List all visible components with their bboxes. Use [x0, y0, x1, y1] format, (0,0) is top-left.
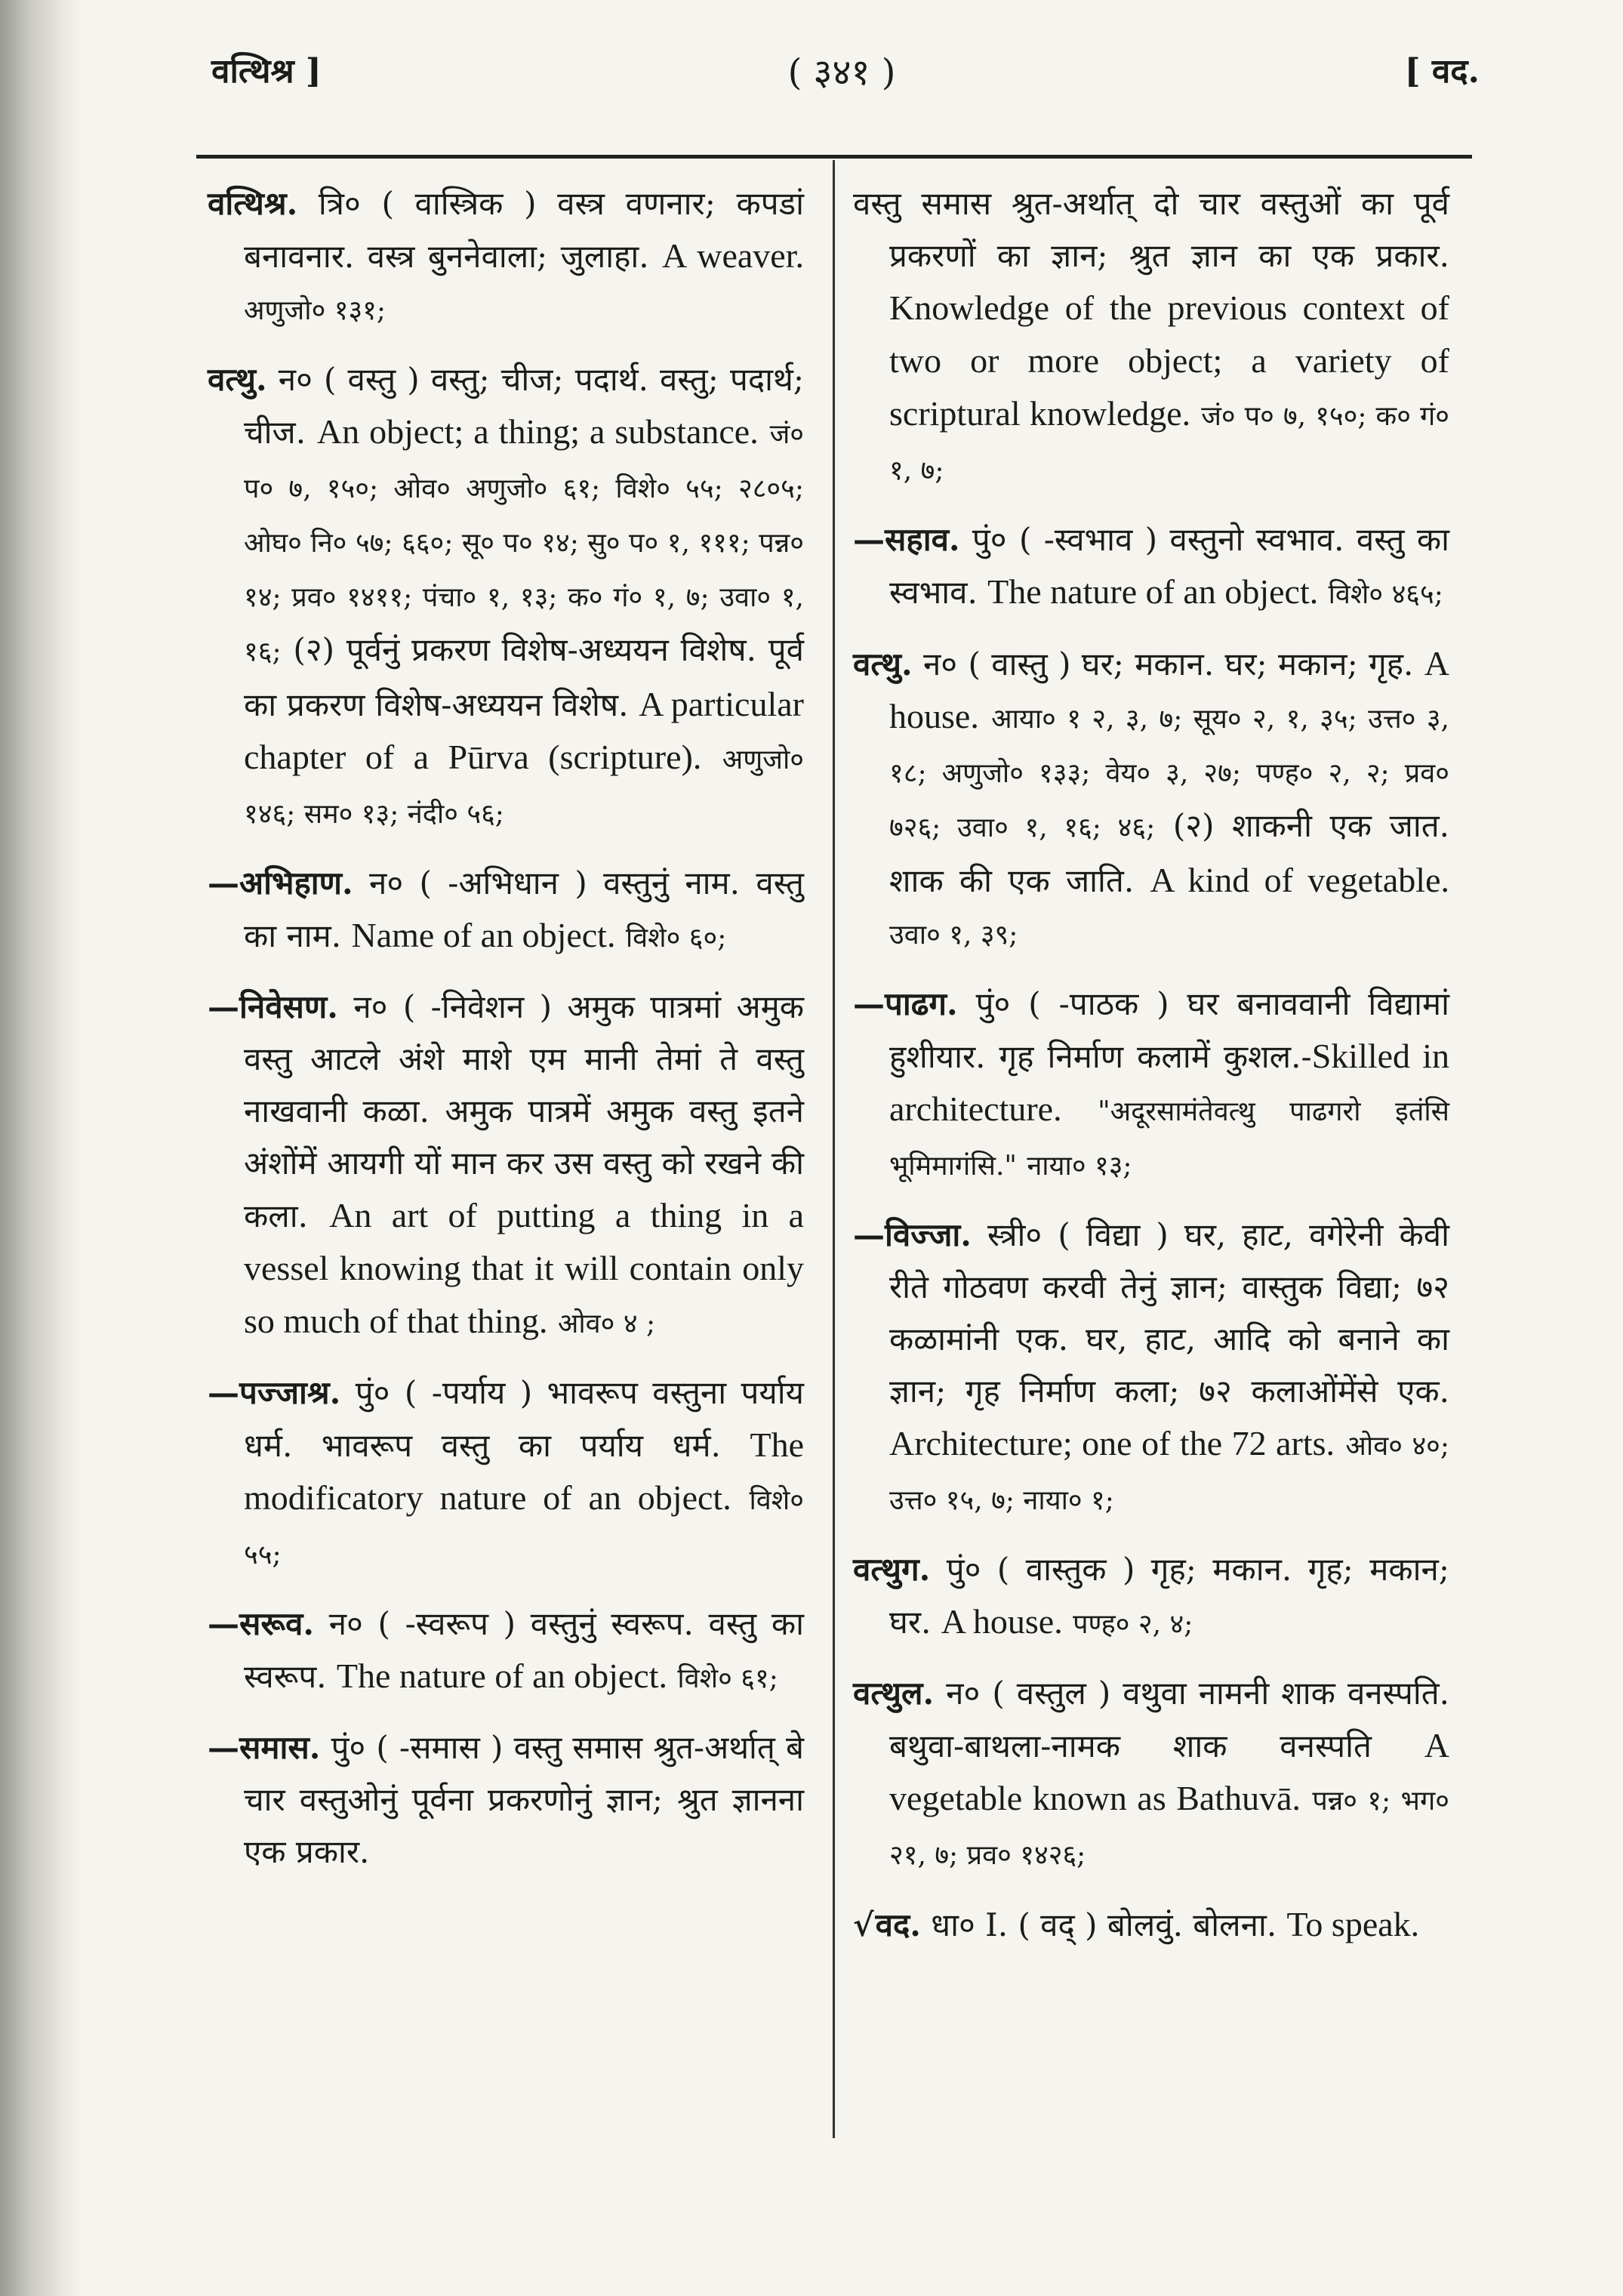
english-gloss-sense-2: A particular chapter of a Pūrva (scripture).	[244, 685, 804, 776]
headword: —पज्जाश्र.	[208, 1374, 341, 1411]
headword: वत्थु.	[853, 646, 913, 683]
definition: त्रि० ( वास्त्रिक ) वस्त्र वणनार; कपडां बनावनार. वस्त्र बुननेवाला; जुलाहा.	[244, 185, 805, 275]
citations: आया० १ २, ३, ७; सूय० २, १, ३५; उत्त० ३, १८; अणुजो० १३३; वेय० ३, २७; पण्ह० २, २; प्रव० ७२६; उवा० १, १६; ४६;	[889, 704, 1449, 843]
english-gloss: Name of an object.	[351, 916, 616, 954]
headword: वत्थुल.	[853, 1675, 935, 1712]
headword: वत्थिश्र.	[208, 185, 298, 222]
headword: —सहाव.	[853, 521, 960, 558]
definition: पुं० ( -पाठक ) घर बनाववानी विद्यामां हुशीयार. गृह निर्माण कलामें कुशल.-	[889, 985, 1449, 1075]
definition-sense-2: (२) पूर्वनुं प्रकरण विशेष-अध्ययन विशेष. पूर्व का प्रकरण विशेष-अध्ययन विशेष.	[244, 631, 805, 723]
citations: जं० प० ७, १५०; ओव० अणुजो० ६१; विशे० ५५; २८०५; ओघ० नि० ५७; ६६०; सू० प० १४; सु० प० १, १११; पन्न० १४; प्रव० १४११; पंचा० १, १३; क० गं० १, ७; उवा० १, १६;	[244, 419, 805, 667]
english-gloss: An art of putting a thing in a vessel knowing that it will contain only so much of that thing.	[244, 1196, 804, 1340]
definition: स्त्री० ( विद्या ) घर, हाट, वगेरेनी केवी रीते गोठवण करवी तेनुं ज्ञान; वास्तुक विद्या; ७२ कळामांनी एक. घर, हाट, आदि को बनाने का ज्ञान; गृह निर्माण कला; ७२ कलाओंमेंसे एक.	[889, 1216, 1449, 1410]
definition: न० ( -अभिधान ) वस्तुनुं नाम. वस्तु का नाम.	[244, 864, 804, 954]
entry-vatthula	[853, 1667, 1449, 1881]
definition: न० ( -निवेशन ) अमुक पात्रमां अमुक वस्तु आटले अंशे माशे एम मानी तेमां ते वस्तु नाखवानी कळा. अमुक पात्रमें अमुक वस्तु इतने अंशोंमें आयगी यों मान कर उस वस्तु को रखने की कला.	[244, 988, 804, 1234]
entry-vatthu-object	[208, 353, 804, 840]
citations: नाया० १३;	[1027, 1151, 1132, 1182]
english-gloss: A house.	[889, 644, 1449, 735]
entry-vijja	[853, 1209, 1449, 1527]
english-gloss: Knowledge of the previous context of two or more object; a variety of scriptural knowledge.	[889, 288, 1449, 433]
english-gloss: Skilled in architecture.	[889, 1037, 1450, 1128]
book-spine-shadow	[0, 0, 83, 2296]
citations: पण्ह० २, ४;	[1073, 1609, 1193, 1640]
english-gloss: Architecture; one of the 72 arts.	[889, 1424, 1335, 1462]
headword: —अभिहाण.	[208, 864, 353, 901]
entry-abhihana	[208, 857, 804, 964]
entry-sahava	[853, 513, 1449, 621]
headword: —विज्जा.	[853, 1216, 972, 1253]
page-number: ( ३४१ )	[787, 51, 896, 94]
citations: पन्न० १; भग० २१, ७; प्रव० १४२६;	[889, 1786, 1449, 1871]
definition: पुं० ( -पर्याय ) भावरूप वस्तुना पर्याय धर्म. भावरूप वस्तु का पर्याय धर्म.	[244, 1374, 804, 1464]
entry-samasa-continued	[853, 177, 1449, 497]
citations-sense-2: उवा० १, ३९;	[889, 920, 1018, 951]
english-gloss: A vegetable known as Bathuvā.	[889, 1726, 1449, 1817]
citations: विशे० ५५;	[244, 1485, 805, 1570]
english-gloss: A house.	[941, 1602, 1063, 1641]
left-column	[208, 177, 804, 1894]
header-left-guide-word: वत्थिश्र ]	[211, 52, 322, 91]
entry-vatthu-house	[853, 637, 1449, 961]
headword: वद.	[875, 1906, 921, 1943]
entry-nivesana	[208, 981, 804, 1350]
citations: विशे० ६०;	[625, 923, 727, 954]
english-gloss: To speak.	[1286, 1905, 1420, 1943]
column-divider	[833, 160, 835, 2138]
citations: ओव० ४०; उत्त० १५, ७; नाया० १;	[889, 1431, 1450, 1516]
headword: —सरूव.	[208, 1605, 315, 1642]
entry-vada	[853, 1898, 1449, 1951]
root-mark: √	[853, 1906, 874, 1943]
headword: —समास.	[208, 1729, 321, 1766]
definition: पुं० ( वास्तुक ) गृह; मकान. गृह; मकान; घर.	[889, 1551, 1449, 1641]
entry-vatthia	[208, 177, 804, 337]
entry-saruva	[208, 1598, 804, 1705]
english-gloss: An object; a thing; a substance.	[316, 412, 759, 451]
definition: पुं० ( -समास ) वस्तु समास श्रुत-अर्थात् बे चार वस्तुओनुं पूर्वना प्रकरणोनुं ज्ञान; श्रुत ज्ञानना एक प्रकार.	[244, 1729, 804, 1870]
definition: धा० I. ( वद् ) बोलवुं. बोलना.	[931, 1906, 1277, 1943]
headword: वत्थु.	[208, 361, 267, 398]
english-gloss: A weaver.	[662, 236, 804, 275]
citations: अणुजो० १३१;	[244, 295, 387, 326]
definition: न० ( वस्तु ) वस्तु; चीज; पदार्थ. वस्तु; पदार्थ; चीज.	[244, 361, 804, 451]
english-gloss-sense-2: A kind of vegetable.	[1150, 861, 1449, 899]
entry-padhaga	[853, 978, 1449, 1192]
citations: विशे० ६१;	[677, 1663, 778, 1694]
headword: वत्थुग.	[853, 1551, 931, 1588]
entry-pajjaa	[208, 1367, 804, 1581]
entry-vatthuga	[853, 1543, 1449, 1650]
entry-samasa	[208, 1721, 804, 1878]
headword: —पाढग.	[853, 985, 958, 1022]
definition: न० ( वस्तुल ) वथुवा नामनी शाक वनस्पति. बथुवा-बाथला-नामक शाक वनस्पति	[889, 1675, 1449, 1764]
page-header	[204, 47, 1480, 115]
citations: जं० प० ७, १५०; क० गं० १, ७;	[889, 401, 1449, 486]
definition: न० ( वास्तु ) घर; मकान. घर; मकान; गृह.	[923, 646, 1414, 683]
right-column	[853, 177, 1449, 1968]
definition-sense-2: (२) शाकनी एक जात. शाक की एक जाति.	[889, 807, 1449, 899]
header-right-guide-word: [ वद.	[1404, 52, 1480, 91]
english-gloss: The nature of an object.	[336, 1657, 667, 1695]
headword: —निवेसण.	[208, 988, 338, 1025]
citations: ओव० ४ ;	[557, 1308, 656, 1339]
definition: पुं० ( -स्वभाव ) वस्तुनो स्वभाव. वस्तु का स्वभाव.	[889, 521, 1449, 611]
english-gloss: The modificatory nature of an object.	[244, 1425, 804, 1517]
header-rule	[196, 155, 1472, 159]
citations-sense-2: अणुजो० १४६; सम० १३; नंदी० ५६;	[244, 744, 804, 830]
english-gloss: The nature of an object.	[987, 572, 1319, 611]
quotation: "अदूरसामंतेवत्थु पाढगरो इतंसि भूमिमागंसि."	[889, 1096, 1450, 1182]
definition-continued: वस्तु समास श्रुत-अर्थात् दो चार वस्तुओं का पूर्व प्रकरणों का ज्ञान; श्रुत ज्ञान का एक प्रकार.	[853, 185, 1449, 274]
citations: विशे० ४६५;	[1328, 579, 1443, 610]
definition: न० ( -स्वरूप ) वस्तुनुं स्वरूप. वस्तु का स्वरूप.	[244, 1605, 804, 1695]
